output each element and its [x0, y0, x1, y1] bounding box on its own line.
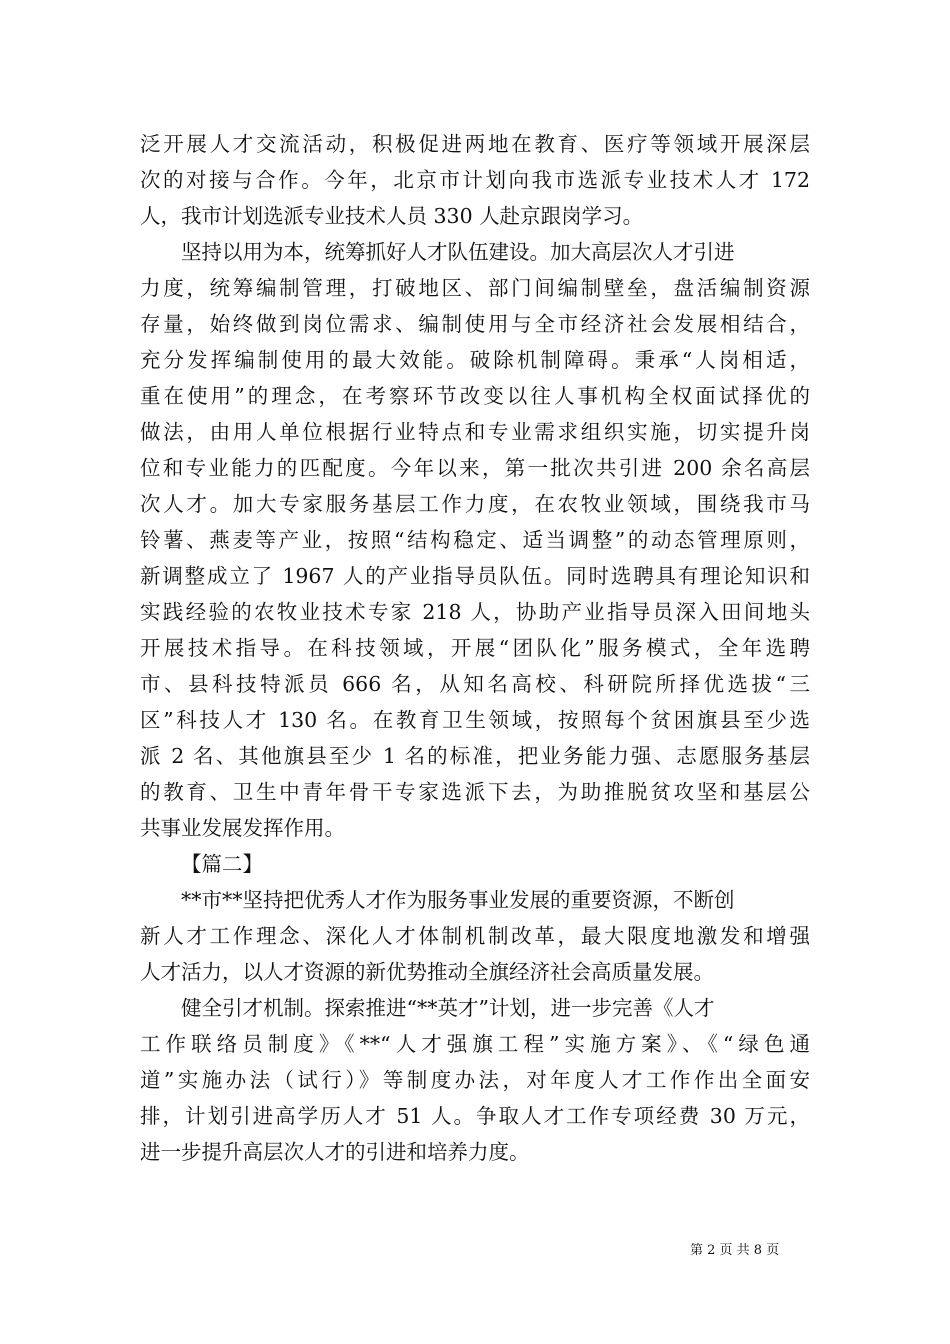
paragraph-first-line: 健全引才机制。探索推进“**英才”计划，进一步完善《人才 — [181, 996, 715, 1020]
text-line: 实践经验的农牧业技术专家 218 人，协助产业指导员深入田间地头 — [140, 600, 810, 624]
text-line: 市、县科技特派员 666 名，从知名高校、科研院所择优选拔“三 — [140, 672, 810, 696]
text-line: 做法，由用人单位根据行业特点和专业需求组织实施，切实提升岗 — [140, 420, 810, 444]
text-line: 人才活力，以人才资源的新优势推动全旗经济社会高质量发展。 — [140, 960, 714, 984]
paragraph-first-line: 坚持以用为本，统筹抓好人才队伍建设。加大高层次人才引进 — [181, 240, 735, 264]
text-line: 新人才工作理念、深化人才体制机制改革，最大限度地激发和增强 — [140, 924, 810, 948]
text-line: 开展技术指导。在科技领域，开展“团队化”服务模式，全年选聘 — [140, 636, 810, 660]
text-line: 进一步提升高层次人才的引进和培养力度。 — [140, 1140, 530, 1164]
text-line: 铃薯、燕麦等产业，按照“结构稳定、适当调整”的动态管理原则， — [140, 528, 810, 552]
page-number: 第 2 页 共 8 页 — [690, 1243, 780, 1258]
text-line: 派 2 名、其他旗县至少 1 名的标准，把业务能力强、志愿服务基层 — [140, 744, 810, 768]
paragraph-first-line: **市**坚持把优秀人才作为服务事业发展的重要资源，不断创 — [181, 888, 735, 912]
text-line: 重在使用”的理念，在考察环节改变以往人事机构全权面试择优的 — [140, 384, 810, 408]
text-line: 的教育、卫生中青年骨干专家选派下去，为助推脱贫攻坚和基层公 — [140, 780, 810, 804]
section-heading: 【篇二】 — [181, 852, 263, 876]
text-line: 位和专业能力的匹配度。今年以来，第一批次共引进 200 余名高层 — [140, 456, 810, 480]
text-line: 道”实施办法（试行）》等制度办法，对年度人才工作作出全面安 — [140, 1068, 810, 1092]
text-line: 新调整成立了 1967 人的产业指导员队伍。同时选聘具有理论知识和 — [140, 564, 810, 588]
text-line: 区”科技人才 130 名。在教育卫生领域，按照每个贫困旗县至少选 — [140, 708, 810, 732]
text-line: 排，计划引进高学历人才 51 人。争取人才工作专项经费 30 万元， — [140, 1104, 810, 1128]
text-line: 存量，始终做到岗位需求、编制使用与全市经济社会发展相结合， — [140, 312, 810, 336]
text-line: 次的对接与合作。今年，北京市计划向我市选派专业技术人才 172 — [140, 168, 810, 192]
text-line: 工作联络员制度》《**“人才强旗工程”实施方案》、《“绿色通 — [140, 1032, 810, 1056]
text-line: 泛开展人才交流活动，积极促进两地在教育、医疗等领域开展深层 — [140, 132, 810, 156]
text-line: 共事业发展发挥作用。 — [140, 816, 345, 840]
text-line: 人，我市计划选派专业技术人员 330 人赴京跟岗学习。 — [140, 204, 644, 228]
text-line: 力度，统筹编制管理，打破地区、部门间编制壁垒，盘活编制资源 — [140, 276, 810, 300]
text-line: 次人才。加大专家服务基层工作力度，在农牧业领域，围绕我市马 — [140, 492, 810, 516]
text-line: 充分发挥编制使用的最大效能。破除机制障碍。秉承“人岗相适， — [140, 348, 810, 372]
